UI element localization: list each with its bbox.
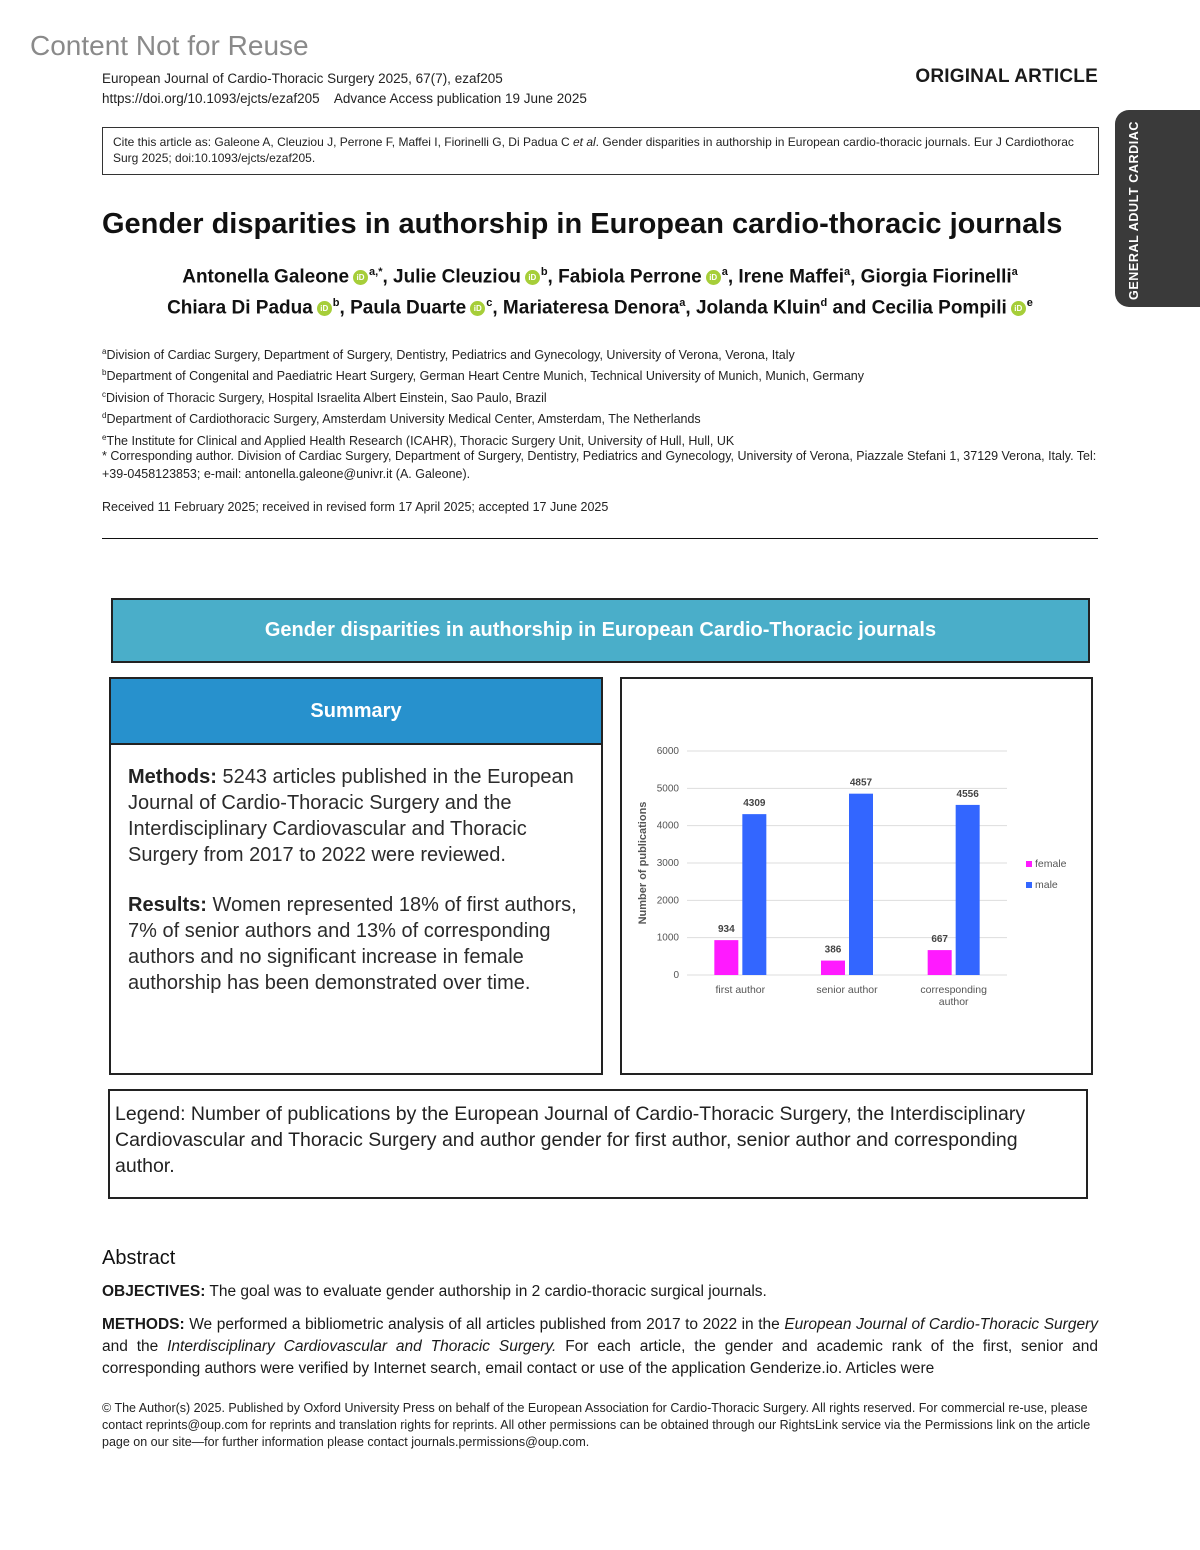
results-label: Results: <box>128 894 207 916</box>
affiliation-sup: b <box>102 368 107 378</box>
orcid-icon[interactable]: iD <box>470 301 485 316</box>
author-sup: b <box>540 266 548 278</box>
watermark: Content Not for Reuse <box>30 30 309 61</box>
affiliation-sup: d <box>102 411 107 421</box>
author-sup: d <box>820 297 828 309</box>
y-axis-label: Number of publications <box>637 801 649 925</box>
data-label: 4556 <box>956 788 979 800</box>
legend-label-male: male <box>1035 879 1058 891</box>
bar-female <box>714 940 738 975</box>
author[interactable]: Antonella Galeone <box>182 266 350 288</box>
author-sup: c <box>486 297 493 309</box>
author-sup: a <box>679 297 686 309</box>
section-tab-label: GENERAL ADULT CARDIAC <box>1127 120 1141 300</box>
orcid-icon[interactable]: iD <box>1011 301 1026 316</box>
data-label: 386 <box>824 944 842 956</box>
y-tick-label: 1000 <box>656 932 679 944</box>
methods-label: Methods: <box>128 766 217 788</box>
author[interactable]: , Irene Maffei <box>727 266 844 288</box>
journal-name: Interdisciplinary Cardiovascular and Thoracic Surgery. <box>167 1338 557 1355</box>
citation-text: Cite this article as: Galeone A, Cleuziou J, Perrone F, Maffei I, Fiorinelli G, Di Padua C <box>113 135 573 149</box>
bar-female <box>928 950 952 975</box>
summary-text <box>128 764 588 1020</box>
abstract-objectives <box>102 1281 1098 1303</box>
x-tick-label: first author <box>715 984 766 996</box>
citation-box <box>102 127 1099 175</box>
abstract-methods-text: For each article, the gender and academic rank of the first, senior and corresponding authors were verified by Internet search, email contact or use of the application Genderize.io. Articles were <box>102 1338 1098 1377</box>
divider <box>102 538 1098 539</box>
x-tick-label: senior author <box>816 984 878 996</box>
author-sup: a <box>721 266 728 278</box>
affiliation-text: Department of Cardiothoracic Surgery, Amsterdam University Medical Center, Amsterdam, The Netherlands <box>106 412 701 427</box>
affiliation-sup: c <box>102 389 106 399</box>
copyright: © The Author(s) 2025. Published by Oxford University Press on behalf of the European Association for Cardio-Thoracic Surgery. All rights reserved. For commercial re-use, please contact reprints@oup.com for reprints and translation rights for reprints. All other permissions can be obtained through our RightsLink service via the Permissions link on the article page on our site—for further information please contact journals.permissions@oup.com. <box>102 1401 1091 1449</box>
data-label: 4309 <box>743 798 766 810</box>
orcid-icon[interactable]: iD <box>525 270 540 285</box>
orcid-icon[interactable]: iD <box>353 270 368 285</box>
abstract-methods <box>102 1314 1098 1380</box>
bar-female <box>821 961 845 975</box>
author[interactable]: Chiara Di Padua <box>167 297 313 319</box>
data-label: 934 <box>717 924 735 936</box>
graphical-abstract-banner: Gender disparities in authorship in European Cardio-Thoracic journals <box>111 598 1090 663</box>
summary-heading: Summary <box>111 679 601 745</box>
y-tick-label: 4000 <box>656 820 679 832</box>
author-sup: e <box>1026 297 1033 309</box>
journal-line: European Journal of Cardio-Thoracic Surgery 2025, 67(7), ezaf205 <box>102 71 503 86</box>
author[interactable]: , Jolanda Kluin <box>685 297 821 319</box>
affiliation-text: Division of Cardiac Surgery, Department of Surgery, Dentistry, Pediatrics and Gynecology, University of Verona, Verona, Italy <box>106 348 795 363</box>
legend-swatch-male <box>1026 882 1032 888</box>
x-tick-label: author <box>938 996 969 1008</box>
abstract-methods-text: and the <box>102 1338 168 1355</box>
citation-text-end: . Gender disparities in authorship in European cardio-thoracic journals. Eur J Cardiothorac Surg 2025; doi:10.1093/ejcts/ezaf205. <box>113 135 1074 165</box>
bar-male <box>849 794 873 975</box>
author[interactable]: , Mariateresa Denora <box>492 297 680 319</box>
author[interactable]: , Julie Cleuziou <box>382 266 521 288</box>
affiliations <box>102 343 864 450</box>
affiliation-text: The Institute for Clinical and Applied Health Research (ICAHR), Thoracic Surgery Unit, University of Hull, Hull, UK <box>106 433 735 448</box>
data-label: 4857 <box>849 777 873 789</box>
affiliation-text: Department of Congenital and Paediatric Heart Surgery, German Heart Centre Munich, Technical University of Munich, Munich, Germany <box>106 369 864 384</box>
received-dates: Received 11 February 2025; received in revised form 17 April 2025; accepted 17 June 2025 <box>102 500 609 514</box>
journal-header <box>102 69 587 109</box>
bar-male <box>742 814 766 975</box>
y-tick-label: 5000 <box>656 783 679 795</box>
bar-male <box>956 805 980 975</box>
affiliation-text: Division of Thoracic Surgery, Hospital Israelita Albert Einstein, Sao Paulo, Brazil <box>106 391 547 406</box>
author-sup: b <box>332 297 340 309</box>
y-tick-label: 6000 <box>656 746 679 757</box>
legend-text: European Journal of Cardio-Thoracic Surgery, the Interdisciplinary Cardiovascular and Thoracic Surgery and author gender for first author, senior author and corresponding author. <box>115 1103 1026 1177</box>
legend-swatch-female <box>1026 861 1032 867</box>
orcid-icon[interactable]: iD <box>706 270 721 285</box>
y-tick-label: 0 <box>673 970 679 981</box>
y-tick-label: 2000 <box>656 895 679 907</box>
legend-label-female: female <box>1035 858 1067 870</box>
y-tick-label: 3000 <box>656 858 679 869</box>
methods-text: 5243 articles published in the European Journal of Cardio-Thoracic Surgery and the Interdisciplinary Cardiovascular and Thoracic Surgery from 2017 to 2022 were reviewed. <box>128 766 574 866</box>
author-sup: a <box>1011 266 1018 278</box>
author-line-2 <box>100 297 1100 319</box>
abstract-methods-text: We performed a bibliometric analysis of all articles published from 2017 to 2022 in the <box>184 1316 785 1333</box>
author-sup: a <box>843 266 851 278</box>
journal-name: European Journal of Cardio-Thoracic Surgery <box>784 1316 1098 1333</box>
orcid-icon[interactable]: iD <box>317 301 332 316</box>
article-title: Gender disparities in authorship in European cardio-thoracic journals <box>102 208 1063 240</box>
article-type: ORIGINAL ARTICLE <box>915 66 1098 87</box>
bar-chart <box>622 679 1091 1073</box>
author[interactable]: and Cecilia Pompili <box>827 297 1007 319</box>
abstract-methods-label: METHODS: <box>102 1316 185 1333</box>
affiliation-sup: a <box>102 347 107 356</box>
doi-line[interactable]: https://doi.org/10.1093/ejcts/ezaf205 Advance Access publication 19 June 2025 <box>102 91 587 106</box>
author[interactable]: , Giorgia Fiorinelli <box>850 266 1012 288</box>
objectives-text: The goal was to evaluate gender authorship in 2 cardio-thoracic surgical journals. <box>205 1283 767 1300</box>
objectives-label: OBJECTIVES: <box>102 1283 206 1300</box>
author-sup: a,* <box>369 266 383 278</box>
section-tab <box>1115 110 1200 307</box>
affiliation <box>102 343 864 364</box>
results-text: Women represented 18% of first authors, 7% of senior authors and 13% of corresponding authors and no significant increase in female authorship has been demonstrated over time. <box>128 894 577 994</box>
legend-label: Legend: Number of publications by the <box>115 1103 449 1125</box>
affiliation <box>102 386 864 407</box>
corresponding-author: * Corresponding author. Division of Cardiac Surgery, Department of Surgery, Dentistry, Pediatrics and Gynecology, University of Verona, Piazzale Stefani 1, 37129 Verona, Italy. Tel: +39-0458123853; e-mail: antonella.galeone@univr.it (A. Galeone). <box>102 449 1097 481</box>
author[interactable]: , Paula Duarte <box>339 297 467 319</box>
affiliation <box>102 364 864 385</box>
affiliation-sup: e <box>102 432 107 442</box>
citation-etal: et al <box>572 135 596 149</box>
author[interactable]: , Fabiola Perrone <box>547 266 702 288</box>
summary-box <box>109 677 603 1075</box>
abstract-heading: Abstract <box>102 1247 176 1269</box>
affiliation <box>102 407 864 428</box>
figure-legend <box>108 1089 1088 1199</box>
author-line-1 <box>100 266 1100 288</box>
x-tick-label: corresponding <box>920 984 987 996</box>
data-label: 667 <box>931 934 949 946</box>
chart-box <box>620 677 1093 1075</box>
